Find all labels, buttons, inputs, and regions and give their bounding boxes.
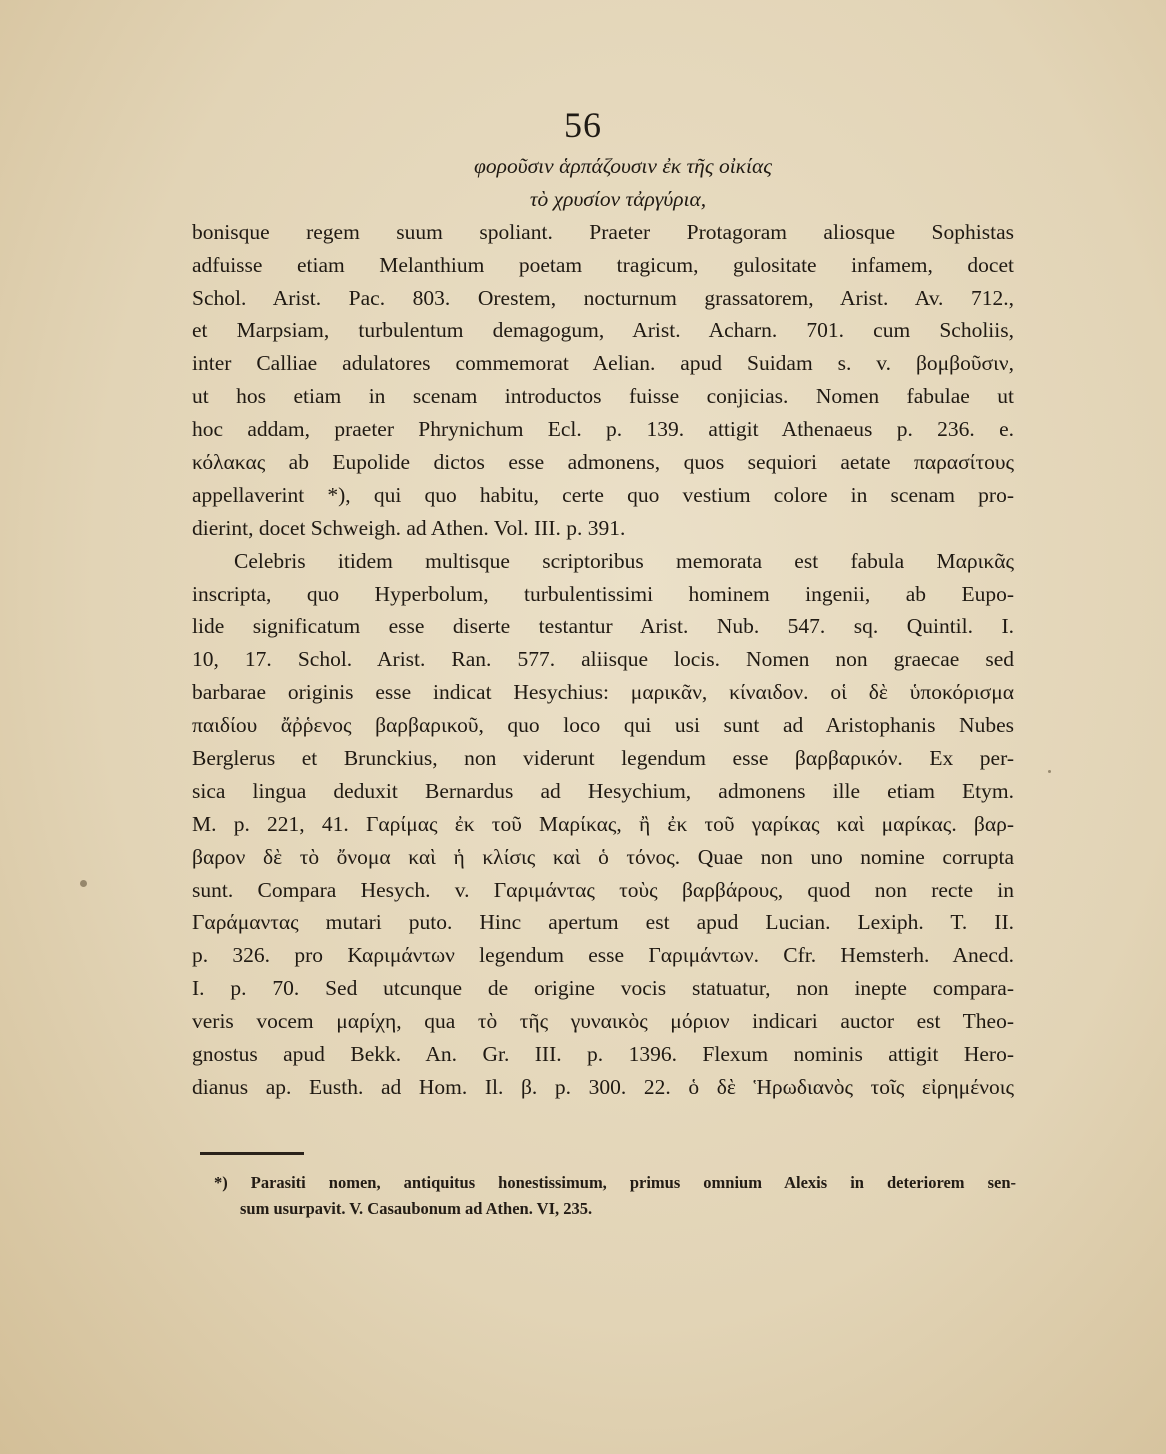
text-line: veris vocem μαρίχη, qua τὸ τῆς γυναικὸς μόριον indicari auctor est Theo- bbox=[192, 1009, 1014, 1034]
text-line: appellaverint *), qui quo habitu, certe quo vestium colore in scenam pro- bbox=[192, 482, 1014, 507]
text-line: inscripta, quo Hyperbolum, turbulentissimi hominem ingenii, ab Eupo- bbox=[192, 581, 1014, 606]
text-line: παιδίου ἄῤῥενος βαρβαρικοῦ, quo loco qui usi sunt ad Aristophanis Nubes bbox=[192, 713, 1014, 738]
text-line: sunt. Compara Hesych. v. Γαριμάντας τοὺς βαρβάρους, quod non recte in bbox=[192, 877, 1014, 902]
text-line: M. p. 221, 41. Γαρίμας ἐκ τοῦ Μαρίκας, ἢ ἐκ τοῦ γαρίκας καὶ μαρίκας. βαρ- bbox=[192, 811, 1014, 836]
text-line: dierint, docet Schweigh. ad Athen. Vol. III. p. 391. bbox=[192, 515, 626, 540]
text-line: bonisque regem suum spoliant. Praeter Protagoram aliosque Sophistas bbox=[192, 219, 1014, 244]
text-line: barbarae originis esse indicat Hesychius: μαρικᾶν, κίναιδον. οἱ δὲ ὑποκόρισμα bbox=[192, 680, 1014, 705]
ink-speck bbox=[80, 880, 87, 887]
text-line: adfuisse etiam Melanthium poetam tragicum, gulositate infamem, docet bbox=[192, 252, 1014, 277]
text-line: 10, 17. Schol. Arist. Ran. 577. aliisque locis. Nomen non graecae sed bbox=[192, 647, 1014, 672]
verse-line: φοροῦσιν ἁρπάζουσιν ἐκ τῆς οἰκίας bbox=[474, 154, 772, 178]
paragraph-1 bbox=[192, 216, 1014, 545]
text-line: Schol. Arist. Pac. 803. Orestem, nocturnum grassatorem, Arist. Av. 712., bbox=[192, 285, 1014, 310]
text-line: et Marpsiam, turbulentum demagogum, Arist. Acharn. 701. cum Scholiis, bbox=[192, 318, 1014, 343]
text-line: lide significatum esse diserte testantur Arist. Nub. 547. sq. Quintil. I. bbox=[192, 614, 1014, 639]
text-line: p. 326. pro Καριμάντων legendum esse Γαριμάντων. Cfr. Hemsterh. Anecd. bbox=[192, 943, 1014, 968]
ink-speck bbox=[1048, 770, 1051, 773]
text-line: dianus ap. Eusth. ad Hom. Il. β. p. 300. 22. ὁ δὲ Ἡρωδιανὸς τοῖς εἰρημένοις bbox=[192, 1074, 1014, 1099]
paragraph-2 bbox=[192, 545, 1014, 1104]
footnote-line: *) Parasiti nomen, antiquitus honestissimum, primus omnium Alexis in deteriorem sen- bbox=[214, 1173, 1016, 1192]
text-line: inter Calliae adulatores commemorat Aelian. apud Suidam s. v. βομβοῦσιν, bbox=[192, 351, 1014, 376]
page-number: 56 bbox=[564, 105, 602, 145]
footnote-rule bbox=[200, 1152, 304, 1155]
text-line: βαρον δὲ τὸ ὄνομα καὶ ἡ κλίσις καὶ ὁ τόνος. Quae non uno nomine corrupta bbox=[192, 844, 1014, 869]
footnote bbox=[214, 1170, 1016, 1222]
main-text bbox=[192, 150, 1014, 1104]
text-line: Berglerus et Brunckius, non viderunt legendum esse βαρβαρικόν. Ex per- bbox=[192, 746, 1014, 771]
text-line: gnostus apud Bekk. An. Gr. III. p. 1396. Flexum nominis attigit Hero- bbox=[192, 1042, 1014, 1067]
text-line: hoc addam, praeter Phrynichum Ecl. p. 139. attigit Athenaeus p. 236. e. bbox=[192, 417, 1014, 442]
text-line: Celebris itidem multisque scriptoribus memorata est fabula Μαρικᾶς bbox=[234, 548, 1014, 573]
text-line: I. p. 70. Sed utcunque de origine vocis statuatur, non inepte compara- bbox=[192, 976, 1014, 1001]
text-line: κόλακας ab Eupolide dictos esse admonens, quos sequiori aetate παρασίτους bbox=[192, 450, 1014, 475]
footnote-line: sum usurpavit. V. Casaubonum ad Athen. VI, 235. bbox=[240, 1199, 593, 1218]
text-line: ut hos etiam in scenam introductos fuisse conjicias. Nomen fabulae ut bbox=[192, 384, 1014, 409]
verse-line: τὸ χρυσίον τἀργύρια, bbox=[529, 186, 707, 211]
text-line: Γαράμαντας mutari puto. Hinc apertum est apud Lucian. Lexiph. T. II. bbox=[192, 910, 1014, 935]
text-line: sica lingua deduxit Bernardus ad Hesychium, admonens ille etiam Etym. bbox=[192, 778, 1014, 803]
